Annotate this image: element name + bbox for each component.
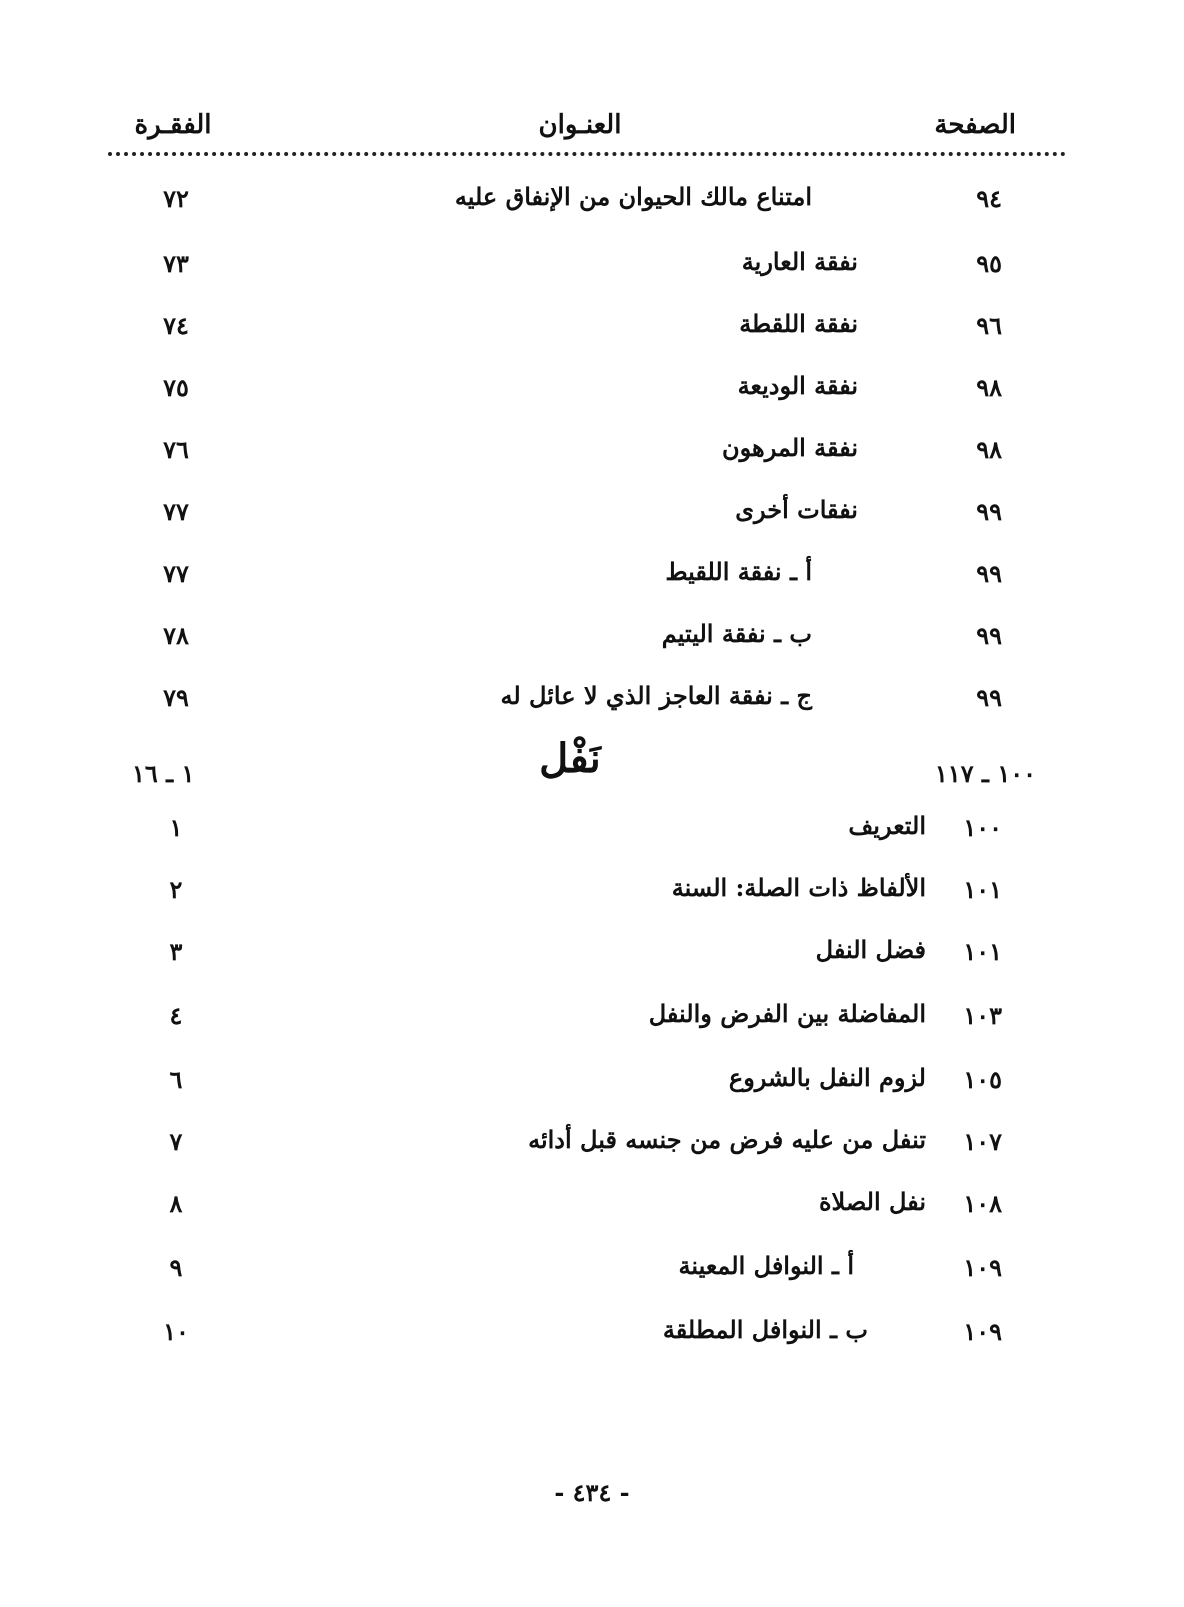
row-title: الألفاظ ذات الصلة: السنة (671, 873, 926, 902)
row-page-number: ١٠١ (963, 937, 1002, 966)
row-page-number: ٩٥ (976, 249, 1002, 278)
row-page-number: ١٠٧ (963, 1127, 1002, 1156)
row-paragraph-number: ٦ (169, 1065, 183, 1094)
row-paragraph-number: ٣ (169, 937, 183, 966)
row-page-number: ١٠٩ (963, 1317, 1002, 1346)
row-paragraph-number: ٧٨ (163, 621, 189, 650)
row-page-number: ١٠١ (963, 875, 1002, 904)
row-page-number: ٩٩ (976, 683, 1002, 712)
row-title: نفقة اللقطة (739, 309, 858, 338)
row-title: ب ـ نفقة اليتيم (661, 619, 812, 648)
row-title: نفقة العارية (741, 247, 858, 276)
row-title: لزوم النفل بالشروع (728, 1063, 926, 1092)
row-paragraph-number: ٧٢ (163, 184, 189, 213)
page-column-header: الصفحة (934, 110, 1016, 140)
row-paragraph-number: ٧٧ (163, 497, 189, 526)
row-page-number: ٩٨ (976, 373, 1002, 402)
row-title: نفقة الوديعة (737, 371, 858, 400)
row-paragraph-number: ٧٦ (163, 435, 189, 464)
row-title: نفل الصلاة (818, 1187, 926, 1216)
row-title: أ ـ نفقة اللقيط (665, 557, 812, 586)
row-title: نفقات أخرى (735, 495, 858, 524)
row-paragraph-number: ١ (169, 813, 183, 842)
row-title: امتناع مالك الحيوان من الإنفاق عليه (454, 182, 812, 211)
row-paragraph-number: ٧٥ (163, 373, 189, 402)
row-title: نفقة المرهون (722, 433, 858, 462)
row-page-number: ٩٨ (976, 435, 1002, 464)
row-paragraph-number: ٩ (169, 1253, 183, 1282)
row-page-number: ١٠٥ (963, 1065, 1002, 1094)
header-dotted-divider (108, 152, 1066, 156)
row-title: أ ـ النوافل المعينة (678, 1251, 854, 1280)
section-title: نَفْل (539, 735, 601, 782)
row-paragraph-number: ٧٣ (163, 249, 189, 278)
row-paragraph-number: ٧ (169, 1127, 183, 1156)
row-paragraph-number: ٢ (169, 875, 183, 904)
row-page-number: ١٠٨ (963, 1189, 1002, 1218)
row-page-number: ٩٤ (976, 184, 1002, 213)
row-page-number: ٩٩ (976, 559, 1002, 588)
row-paragraph-number: ٨ (169, 1189, 183, 1218)
row-page-number: ١٠٠ (963, 813, 1002, 842)
row-title: ج ـ نفقة العاجز الذي لا عائل له (500, 681, 812, 710)
row-page-number: ١٠٣ (963, 1001, 1002, 1030)
row-title: فضل النفل (815, 935, 926, 964)
row-paragraph-number: ٧٧ (163, 559, 189, 588)
row-paragraph-number: ٤ (169, 1001, 183, 1030)
footer-page-number: - ٤٣٤ - (554, 1478, 630, 1507)
row-title: المفاضلة بين الفرض والنفل (648, 999, 926, 1028)
row-paragraph-number: ٧٩ (163, 683, 189, 712)
title-column-header: العنـوان (538, 110, 622, 140)
row-title: ب ـ النوافل المطلقة (662, 1315, 868, 1344)
row-page-number: ٩٦ (976, 311, 1002, 340)
row-page-number: ٩٩ (976, 497, 1002, 526)
row-paragraph-number: ١٠ (163, 1317, 189, 1346)
paragraph-column-header: الفقـرة (134, 110, 212, 140)
row-title: تنفل من عليه فرض من جنسه قبل أدائه (528, 1125, 926, 1154)
section-paragraph-range: ١ ـ ١٦ (132, 759, 195, 788)
row-title: التعريف (848, 811, 926, 840)
section-page-range: ١٠٠ ـ ١١٧ (934, 759, 1036, 788)
row-paragraph-number: ٧٤ (163, 311, 189, 340)
row-page-number: ٩٩ (976, 621, 1002, 650)
row-page-number: ١٠٩ (963, 1253, 1002, 1282)
